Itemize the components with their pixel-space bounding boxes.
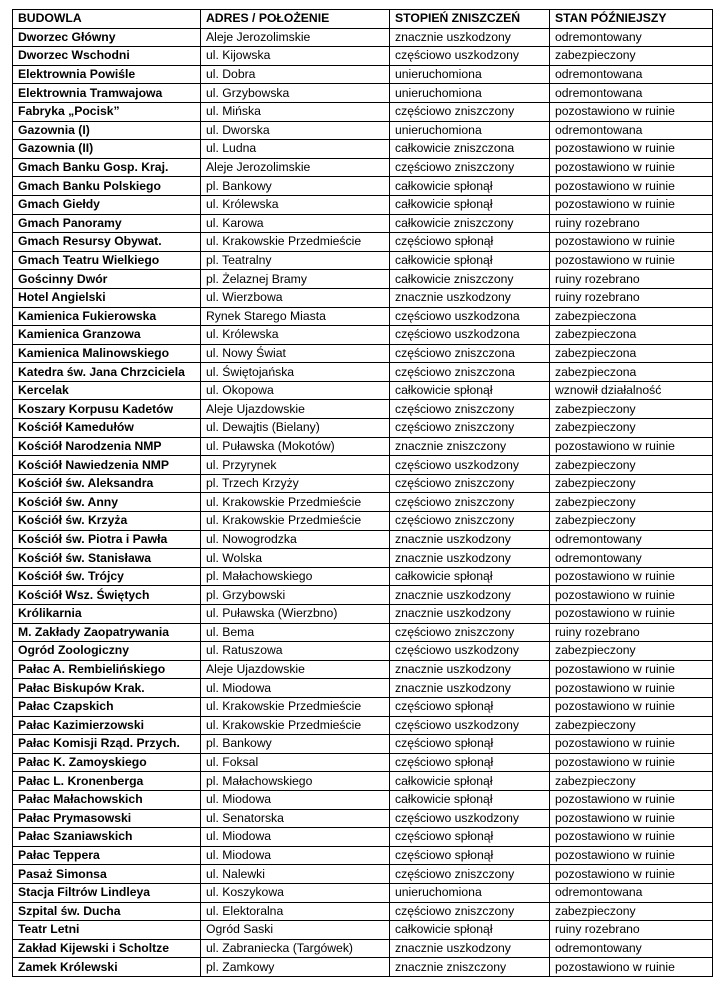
later-state-cell: ruiny rozebrano xyxy=(550,921,713,940)
address-cell: ul. Nalewki xyxy=(201,865,390,884)
later-state-cell: odremontowana xyxy=(550,883,713,902)
damage-level-cell: całkowicie spłonął xyxy=(390,921,550,940)
table-row xyxy=(13,177,713,196)
later-state-cell: ruiny rozebrano xyxy=(550,270,713,289)
table-row xyxy=(13,140,713,159)
building-name-cell: Pałac Czapskich xyxy=(13,697,201,716)
damage-level-cell: częściowo spłonął xyxy=(390,828,550,847)
address-cell: ul. Ratuszowa xyxy=(201,642,390,661)
address-cell: pl. Zamkowy xyxy=(201,958,390,977)
building-name-cell: Pałac K. Zamoyskiego xyxy=(13,753,201,772)
address-cell: ul. Nowy Świat xyxy=(201,344,390,363)
address-cell: pl. Małachowskiego xyxy=(201,567,390,586)
table-row xyxy=(13,121,713,140)
later-state-cell: pozostawiono w ruinie xyxy=(550,177,713,196)
damage-level-cell: częściowo zniszczony xyxy=(390,102,550,121)
later-state-cell: odremontowany xyxy=(550,939,713,958)
damage-level-cell: częściowo zniszczony xyxy=(390,158,550,177)
table-row xyxy=(13,493,713,512)
damage-level-cell: znacznie uszkodzony xyxy=(390,530,550,549)
damage-level-cell: całkowicie zniszczony xyxy=(390,214,550,233)
address-cell: ul. Nowogrodzka xyxy=(201,530,390,549)
damage-level-cell: częściowo zniszczony xyxy=(390,474,550,493)
damage-level-cell: znacznie uszkodzony xyxy=(390,549,550,568)
later-state-cell: zabezpieczony xyxy=(550,902,713,921)
table-row xyxy=(13,586,713,605)
address-cell: ul. Elektoralna xyxy=(201,902,390,921)
damage-level-cell: unieruchomiona xyxy=(390,65,550,84)
address-cell: ul. Grzybowska xyxy=(201,84,390,103)
address-cell: Aleje Jerozolimskie xyxy=(201,28,390,47)
table-row xyxy=(13,679,713,698)
address-cell: pl. Trzech Krzyży xyxy=(201,474,390,493)
damage-level-cell: częściowo uszkodzony xyxy=(390,642,550,661)
header-later-state: STAN PÓŹNIEJSZY xyxy=(550,10,713,29)
building-name-cell: Kamienica Fukierowska xyxy=(13,307,201,326)
header-damage-level: STOPIEŃ ZNISZCZEŃ xyxy=(390,10,550,29)
address-cell: ul. Królewska xyxy=(201,326,390,345)
address-cell: ul. Karowa xyxy=(201,214,390,233)
building-name-cell: Hotel Angielski xyxy=(13,288,201,307)
table-row xyxy=(13,549,713,568)
address-cell: Ogród Saski xyxy=(201,921,390,940)
damage-level-cell: znacznie uszkodzony xyxy=(390,28,550,47)
damage-level-cell: całkowicie spłonął xyxy=(390,772,550,791)
later-state-cell: pozostawiono w ruinie xyxy=(550,679,713,698)
building-name-cell: Pałac Małachowskich xyxy=(13,790,201,809)
address-cell: Aleje Jerozolimskie xyxy=(201,158,390,177)
building-name-cell: Gmach Resursy Obywat. xyxy=(13,233,201,252)
table-row xyxy=(13,865,713,884)
damage-level-cell: znacznie uszkodzony xyxy=(390,660,550,679)
table-row xyxy=(13,883,713,902)
damage-level-cell: unieruchomiona xyxy=(390,84,550,103)
damage-level-cell: unieruchomiona xyxy=(390,121,550,140)
building-name-cell: Dworzec Główny xyxy=(13,28,201,47)
address-cell: ul. Miodowa xyxy=(201,790,390,809)
table-row xyxy=(13,456,713,475)
damage-level-cell: częściowo uszkodzona xyxy=(390,326,550,345)
building-name-cell: Gmach Banku Gosp. Kraj. xyxy=(13,158,201,177)
address-cell: Aleje Ujazdowskie xyxy=(201,400,390,419)
later-state-cell: pozostawiono w ruinie xyxy=(550,567,713,586)
table-row xyxy=(13,437,713,456)
address-cell: Rynek Starego Miasta xyxy=(201,307,390,326)
table-row xyxy=(13,326,713,345)
address-cell: ul. Mińska xyxy=(201,102,390,121)
table-row xyxy=(13,28,713,47)
building-name-cell: Kościół Kamedułów xyxy=(13,419,201,438)
later-state-cell: pozostawiono w ruinie xyxy=(550,437,713,456)
later-state-cell: pozostawiono w ruinie xyxy=(550,586,713,605)
later-state-cell: pozostawiono w ruinie xyxy=(550,828,713,847)
later-state-cell: pozostawiono w ruinie xyxy=(550,697,713,716)
damage-level-cell: częściowo uszkodzony xyxy=(390,456,550,475)
damage-level-cell: częściowo spłonął xyxy=(390,697,550,716)
damage-level-cell: częściowo zniszczony xyxy=(390,419,550,438)
later-state-cell: pozostawiono w ruinie xyxy=(550,790,713,809)
table-row xyxy=(13,419,713,438)
building-name-cell: Kościół Nawiedzenia NMP xyxy=(13,456,201,475)
table-row xyxy=(13,102,713,121)
damage-level-cell: całkowicie spłonął xyxy=(390,251,550,270)
table-row xyxy=(13,233,713,252)
later-state-cell: pozostawiono w ruinie xyxy=(550,753,713,772)
address-cell: ul. Krakowskie Przedmieście xyxy=(201,512,390,531)
address-cell: ul. Krakowskie Przedmieście xyxy=(201,716,390,735)
address-cell: pl. Grzybowski xyxy=(201,586,390,605)
later-state-cell: ruiny rozebrano xyxy=(550,214,713,233)
later-state-cell: ruiny rozebrano xyxy=(550,623,713,642)
later-state-cell: pozostawiono w ruinie xyxy=(550,865,713,884)
address-cell: ul. Krakowskie Przedmieście xyxy=(201,493,390,512)
table-row xyxy=(13,47,713,66)
header-address: ADRES / POŁOŻENIE xyxy=(201,10,390,29)
damage-level-cell: częściowo spłonął xyxy=(390,753,550,772)
later-state-cell: pozostawiono w ruinie xyxy=(550,140,713,159)
address-cell: ul. Foksal xyxy=(201,753,390,772)
damage-level-cell: częściowo uszkodzony xyxy=(390,716,550,735)
damage-level-cell: znacznie zniszczony xyxy=(390,958,550,977)
table-row xyxy=(13,474,713,493)
later-state-cell: odremontowany xyxy=(550,530,713,549)
table-row xyxy=(13,344,713,363)
later-state-cell: pozostawiono w ruinie xyxy=(550,809,713,828)
later-state-cell: zabezpieczony xyxy=(550,772,713,791)
table-row xyxy=(13,530,713,549)
address-cell: ul. Dobra xyxy=(201,65,390,84)
address-cell: ul. Wolska xyxy=(201,549,390,568)
later-state-cell: odremontowana xyxy=(550,84,713,103)
building-name-cell: Gościnny Dwór xyxy=(13,270,201,289)
later-state-cell: zabezpieczony xyxy=(550,716,713,735)
building-name-cell: Fabryka „Pocisk” xyxy=(13,102,201,121)
table-row xyxy=(13,381,713,400)
address-cell: ul. Miodowa xyxy=(201,828,390,847)
address-cell: ul. Krakowskie Przedmieście xyxy=(201,233,390,252)
address-cell: ul. Miodowa xyxy=(201,846,390,865)
later-state-cell: odremontowana xyxy=(550,65,713,84)
later-state-cell: pozostawiono w ruinie xyxy=(550,735,713,754)
address-cell: ul. Puławska (Mokotów) xyxy=(201,437,390,456)
address-cell: ul. Królewska xyxy=(201,195,390,214)
later-state-cell: odremontowany xyxy=(550,549,713,568)
building-name-cell: Kościół św. Aleksandra xyxy=(13,474,201,493)
table-row xyxy=(13,809,713,828)
later-state-cell: zabezpieczona xyxy=(550,363,713,382)
building-name-cell: Koszary Korpusu Kadetów xyxy=(13,400,201,419)
building-name-cell: Pałac Kazimierzowski xyxy=(13,716,201,735)
building-name-cell: Kościół Narodzenia NMP xyxy=(13,437,201,456)
damage-level-cell: znacznie zniszczony xyxy=(390,437,550,456)
damage-level-cell: znacznie uszkodzony xyxy=(390,586,550,605)
later-state-cell: ruiny rozebrano xyxy=(550,288,713,307)
building-name-cell: Gmach Giełdy xyxy=(13,195,201,214)
building-name-cell: Dworzec Wschodni xyxy=(13,47,201,66)
damage-level-cell: częściowo uszkodzony xyxy=(390,47,550,66)
table-row xyxy=(13,642,713,661)
later-state-cell: zabezpieczony xyxy=(550,512,713,531)
building-name-cell: Pasaż Simonsa xyxy=(13,865,201,884)
table-row xyxy=(13,921,713,940)
table-row xyxy=(13,214,713,233)
building-name-cell: Pałac Komisji Rząd. Przych. xyxy=(13,735,201,754)
building-name-cell: Pałac Szaniawskich xyxy=(13,828,201,847)
later-state-cell: pozostawiono w ruinie xyxy=(550,102,713,121)
later-state-cell: zabezpieczony xyxy=(550,47,713,66)
damage-level-cell: częściowo zniszczony xyxy=(390,623,550,642)
building-name-cell: Kamienica Malinowskiego xyxy=(13,344,201,363)
building-name-cell: Kościół św. Stanisława xyxy=(13,549,201,568)
table-row xyxy=(13,567,713,586)
building-name-cell: Gazownia (I) xyxy=(13,121,201,140)
header-building: BUDOWLA xyxy=(13,10,201,29)
address-cell: ul. Zabraniecka (Targówek) xyxy=(201,939,390,958)
later-state-cell: pozostawiono w ruinie xyxy=(550,233,713,252)
later-state-cell: pozostawiono w ruinie xyxy=(550,195,713,214)
damage-level-cell: częściowo zniszczony xyxy=(390,400,550,419)
building-name-cell: Gmach Banku Polskiego xyxy=(13,177,201,196)
building-name-cell: Pałac A. Rembielińskiego xyxy=(13,660,201,679)
building-name-cell: Kościół św. Anny xyxy=(13,493,201,512)
table-row xyxy=(13,84,713,103)
building-name-cell: Kercelak xyxy=(13,381,201,400)
address-cell: ul. Kijowska xyxy=(201,47,390,66)
address-cell: pl. Żelaznej Bramy xyxy=(201,270,390,289)
building-name-cell: M. Zakłady Zaopatrywania xyxy=(13,623,201,642)
later-state-cell: zabezpieczony xyxy=(550,400,713,419)
address-cell: Aleje Ujazdowskie xyxy=(201,660,390,679)
table-row xyxy=(13,363,713,382)
table-row xyxy=(13,716,713,735)
later-state-cell: pozostawiono w ruinie xyxy=(550,958,713,977)
building-name-cell: Kamienica Granzowa xyxy=(13,326,201,345)
later-state-cell: pozostawiono w ruinie xyxy=(550,251,713,270)
building-name-cell: Stacja Filtrów Lindleya xyxy=(13,883,201,902)
address-cell: ul. Ludna xyxy=(201,140,390,159)
table-row xyxy=(13,846,713,865)
table-row xyxy=(13,195,713,214)
address-cell: ul. Senatorska xyxy=(201,809,390,828)
address-cell: ul. Bema xyxy=(201,623,390,642)
address-cell: ul. Wierzbowa xyxy=(201,288,390,307)
later-state-cell: odremontowany xyxy=(550,28,713,47)
damage-level-cell: częściowo spłonął xyxy=(390,233,550,252)
building-name-cell: Zamek Królewski xyxy=(13,958,201,977)
address-cell: ul. Puławska (Wierzbno) xyxy=(201,605,390,624)
address-cell: ul. Krakowskie Przedmieście xyxy=(201,697,390,716)
damage-level-cell: całkowicie spłonął xyxy=(390,177,550,196)
later-state-cell: pozostawiono w ruinie xyxy=(550,605,713,624)
damage-level-cell: całkowicie spłonął xyxy=(390,790,550,809)
damage-level-cell: znacznie uszkodzony xyxy=(390,679,550,698)
building-name-cell: Pałac L. Kronenberga xyxy=(13,772,201,791)
building-name-cell: Gmach Panoramy xyxy=(13,214,201,233)
address-cell: pl. Bankowy xyxy=(201,735,390,754)
building-name-cell: Pałac Prymasowski xyxy=(13,809,201,828)
table-row xyxy=(13,288,713,307)
table-row xyxy=(13,790,713,809)
building-name-cell: Ogród Zoologiczny xyxy=(13,642,201,661)
later-state-cell: pozostawiono w ruinie xyxy=(550,660,713,679)
damage-level-cell: całkowicie spłonął xyxy=(390,195,550,214)
address-cell: pl. Bankowy xyxy=(201,177,390,196)
damage-level-cell: częściowo uszkodzony xyxy=(390,809,550,828)
later-state-cell: odremontowana xyxy=(550,121,713,140)
address-cell: ul. Dewajtis (Bielany) xyxy=(201,419,390,438)
building-name-cell: Pałac Biskupów Krak. xyxy=(13,679,201,698)
table-row xyxy=(13,753,713,772)
table-row xyxy=(13,660,713,679)
later-state-cell: zabezpieczony xyxy=(550,493,713,512)
damage-level-cell: znacznie uszkodzony xyxy=(390,605,550,624)
table-row xyxy=(13,902,713,921)
table-row xyxy=(13,939,713,958)
later-state-cell: zabezpieczona xyxy=(550,307,713,326)
address-cell: ul. Przyrynek xyxy=(201,456,390,475)
building-name-cell: Szpital św. Ducha xyxy=(13,902,201,921)
damage-level-cell: częściowo zniszczona xyxy=(390,363,550,382)
address-cell: ul. Okopowa xyxy=(201,381,390,400)
damage-level-cell: całkowicie spłonął xyxy=(390,381,550,400)
table-row xyxy=(13,270,713,289)
later-state-cell: pozostawiono w ruinie xyxy=(550,846,713,865)
building-name-cell: Królikarnia xyxy=(13,605,201,624)
buildings-table xyxy=(12,9,713,977)
damage-level-cell: częściowo spłonął xyxy=(390,735,550,754)
building-name-cell: Pałac Teppera xyxy=(13,846,201,865)
later-state-cell: zabezpieczona xyxy=(550,326,713,345)
table-row xyxy=(13,828,713,847)
table-row xyxy=(13,512,713,531)
later-state-cell: zabezpieczony xyxy=(550,456,713,475)
table-row xyxy=(13,65,713,84)
address-cell: ul. Miodowa xyxy=(201,679,390,698)
address-cell: ul. Dworska xyxy=(201,121,390,140)
later-state-cell: zabezpieczona xyxy=(550,344,713,363)
building-name-cell: Kościół św. Trójcy xyxy=(13,567,201,586)
header-row xyxy=(13,10,713,29)
damage-level-cell: częściowo spłonął xyxy=(390,846,550,865)
table-row xyxy=(13,735,713,754)
table-row xyxy=(13,605,713,624)
building-name-cell: Gazownia (II) xyxy=(13,140,201,159)
building-name-cell: Gmach Teatru Wielkiego xyxy=(13,251,201,270)
damage-level-cell: częściowo zniszczony xyxy=(390,493,550,512)
damage-level-cell: częściowo zniszczony xyxy=(390,902,550,921)
table-row xyxy=(13,958,713,977)
later-state-cell: pozostawiono w ruinie xyxy=(550,158,713,177)
damage-level-cell: unieruchomiona xyxy=(390,883,550,902)
damage-level-cell: częściowo zniszczony xyxy=(390,865,550,884)
building-name-cell: Zakład Kijewski i Scholtze xyxy=(13,939,201,958)
building-name-cell: Kościół Wsz. Świętych xyxy=(13,586,201,605)
damage-level-cell: całkowicie zniszczony xyxy=(390,270,550,289)
damage-level-cell: znacznie uszkodzony xyxy=(390,288,550,307)
table-row xyxy=(13,307,713,326)
later-state-cell: wznowił działalność xyxy=(550,381,713,400)
damage-level-cell: częściowo uszkodzona xyxy=(390,307,550,326)
building-name-cell: Kościół św. Krzyża xyxy=(13,512,201,531)
building-name-cell: Elektrownia Tramwajowa xyxy=(13,84,201,103)
later-state-cell: zabezpieczony xyxy=(550,474,713,493)
table-row xyxy=(13,772,713,791)
address-cell: ul. Koszykowa xyxy=(201,883,390,902)
table-row xyxy=(13,697,713,716)
address-cell: pl. Teatralny xyxy=(201,251,390,270)
damage-level-cell: częściowo zniszczony xyxy=(390,512,550,531)
table-row xyxy=(13,623,713,642)
later-state-cell: zabezpieczony xyxy=(550,642,713,661)
damage-level-cell: znacznie uszkodzony xyxy=(390,939,550,958)
address-cell: ul. Świętojańska xyxy=(201,363,390,382)
damage-level-cell: całkowicie spłonął xyxy=(390,567,550,586)
building-name-cell: Kościół św. Piotra i Pawła xyxy=(13,530,201,549)
table-row xyxy=(13,158,713,177)
table-row xyxy=(13,400,713,419)
building-name-cell: Elektrownia Powiśle xyxy=(13,65,201,84)
table-row xyxy=(13,251,713,270)
building-name-cell: Katedra św. Jana Chrzciciela xyxy=(13,363,201,382)
damage-level-cell: częściowo zniszczona xyxy=(390,344,550,363)
building-name-cell: Teatr Letni xyxy=(13,921,201,940)
later-state-cell: zabezpieczony xyxy=(550,419,713,438)
address-cell: pl. Małachowskiego xyxy=(201,772,390,791)
damage-level-cell: całkowicie zniszczona xyxy=(390,140,550,159)
